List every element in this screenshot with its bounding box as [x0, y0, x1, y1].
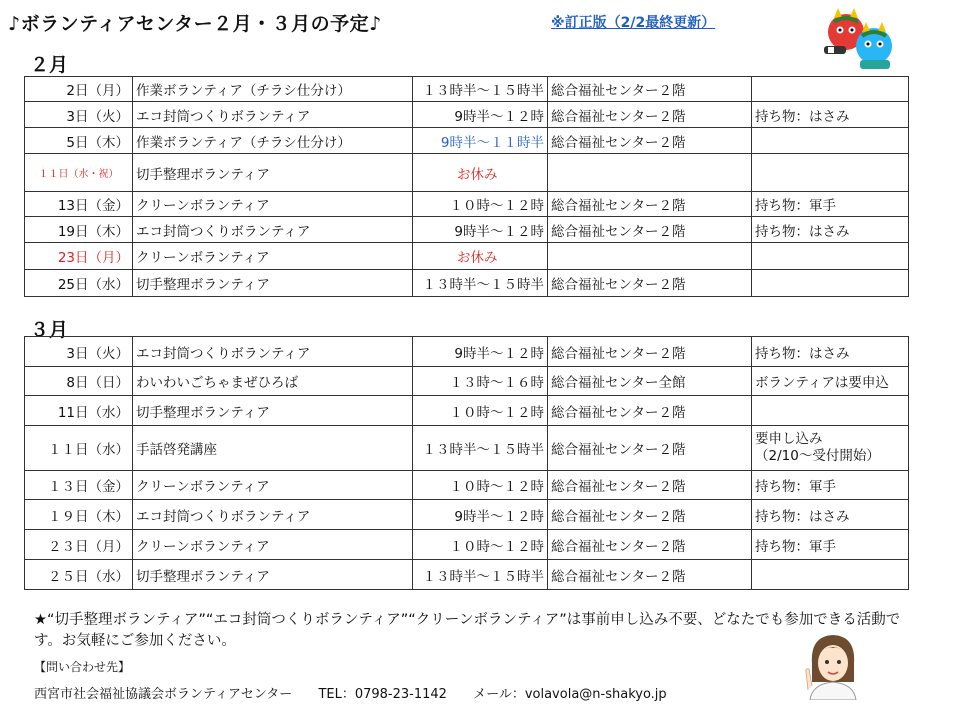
time-cell: 9時半～１１時半	[413, 128, 548, 154]
activity-cell: 切手整理ボランティア	[133, 396, 413, 426]
date-cell: １１日（水・祝）	[25, 154, 133, 192]
activity-cell: エコ封筒つくりボランティア	[133, 102, 413, 128]
note-cell	[752, 243, 909, 270]
note-cell: 持ち物：はさみ	[752, 102, 909, 128]
activity-cell: クリーンボランティア	[133, 192, 413, 217]
table-row	[25, 192, 909, 217]
time-cell: 9時半～１２時	[413, 102, 548, 128]
time-cell: １０時～１２時	[413, 192, 548, 217]
table-row	[25, 530, 909, 560]
table-row	[25, 102, 909, 128]
note-cell	[752, 560, 909, 590]
date-cell: １９日（木）	[25, 500, 133, 530]
date-cell: １１日（水）	[25, 426, 133, 471]
email[interactable]: メール：volavola@n-shakyo.jp	[473, 687, 667, 702]
table-row	[25, 367, 909, 396]
time-cell: お休み	[413, 243, 548, 270]
contact-heading: 【問い合わせ先】	[34, 660, 131, 674]
organization-name: 西宮市社会福祉協議会ボランティアセンター	[34, 687, 293, 702]
place-cell: 総合福祉センター２階	[548, 426, 752, 471]
page-title: ♪ボランティアセンター２月・３月の予定♪	[8, 13, 382, 35]
time-cell: お休み	[413, 154, 548, 192]
table-row	[25, 243, 909, 270]
place-cell: 総合福祉センター２階	[548, 77, 752, 102]
time-cell: １３時半～１５時半	[413, 77, 548, 102]
note-cell	[752, 154, 909, 192]
table-row	[25, 471, 909, 500]
table-row	[25, 270, 909, 297]
note-cell: 持ち物：軍手	[752, 471, 909, 500]
note-cell: 持ち物：軍手	[752, 192, 909, 217]
note-cell: 持ち物：はさみ	[752, 337, 909, 367]
note-cell	[752, 77, 909, 102]
time-cell: １３時半～１５時半	[413, 560, 548, 590]
time-cell: １３時半～１５時半	[413, 270, 548, 297]
place-cell: 総合福祉センター２階	[548, 337, 752, 367]
february-heading: ２月	[30, 54, 69, 76]
activity-cell: エコ封筒つくりボランティア	[133, 337, 413, 367]
time-cell: 9時半～１２時	[413, 500, 548, 530]
activity-cell: クリーンボランティア	[133, 471, 413, 500]
date-cell: 23日（月）	[25, 243, 133, 270]
march-schedule-table	[24, 336, 909, 590]
date-cell: １３日（金）	[25, 471, 133, 500]
activity-cell: 切手整理ボランティア	[133, 270, 413, 297]
note-cell: 持ち物：はさみ	[752, 217, 909, 243]
date-cell: 3日（火）	[25, 337, 133, 367]
time-cell: １３時～１６時	[413, 367, 548, 396]
time-cell: １３時半～１５時半	[413, 426, 548, 471]
date-cell: 11日（水）	[25, 396, 133, 426]
activity-cell: クリーンボランティア	[133, 530, 413, 560]
contact-line	[34, 683, 687, 702]
note-cell	[752, 128, 909, 154]
note-cell	[752, 396, 909, 426]
place-cell	[548, 243, 752, 270]
time-cell: １０時～１２時	[413, 396, 548, 426]
date-cell: ２３日（月）	[25, 530, 133, 560]
place-cell: 総合福祉センター２階	[548, 396, 752, 426]
table-row	[25, 426, 909, 471]
date-cell: 3日（火）	[25, 102, 133, 128]
time-cell: 9時半～１２時	[413, 337, 548, 367]
table-row	[25, 560, 909, 590]
table-row	[25, 396, 909, 426]
date-cell: 19日（木）	[25, 217, 133, 243]
table-row	[25, 337, 909, 367]
place-cell	[548, 154, 752, 192]
time-cell: １０時～１２時	[413, 471, 548, 500]
activity-cell: 切手整理ボランティア	[133, 560, 413, 590]
activity-cell: クリーンボランティア	[133, 243, 413, 270]
correction-link[interactable]: ※訂正版（2/2最終更新）	[551, 15, 716, 31]
date-cell: 5日（木）	[25, 128, 133, 154]
activity-cell: 作業ボランティア（チラシ仕分け）	[133, 128, 413, 154]
note-cell: 持ち物：軍手	[752, 530, 909, 560]
place-cell: 総合福祉センター２階	[548, 192, 752, 217]
activity-cell: 作業ボランティア（チラシ仕分け）	[133, 77, 413, 102]
place-cell: 総合福祉センター２階	[548, 128, 752, 154]
note-cell: 持ち物：はさみ	[752, 500, 909, 530]
place-cell: 総合福祉センター２階	[548, 500, 752, 530]
note-line: 要申し込み	[755, 431, 823, 447]
time-cell: １０時～１２時	[413, 530, 548, 560]
date-cell: 25日（水）	[25, 270, 133, 297]
february-schedule-table	[24, 76, 909, 297]
footer-note: ★“切手整理ボランティア”“エコ封筒つくりボランティア”“クリーンボランティア”は事前申し込み不要、どなたでも参加できる活動です。お気軽にご参加ください。	[34, 612, 901, 649]
table-row	[25, 500, 909, 530]
place-cell: 総合福祉センター２階	[548, 560, 752, 590]
activity-cell: 手話啓発講座	[133, 426, 413, 471]
place-cell: 総合福祉センター２階	[548, 102, 752, 128]
table-row	[25, 217, 909, 243]
activity-cell: エコ封筒つくりボランティア	[133, 500, 413, 530]
table-row	[25, 128, 909, 154]
activity-cell: エコ封筒つくりボランティア	[133, 217, 413, 243]
note-line: （2/10～受付開始）	[755, 448, 880, 464]
march-heading: ３月	[30, 319, 69, 341]
oni-mascots-illustration	[816, 8, 898, 70]
date-cell: 13日（金）	[25, 192, 133, 217]
note-cell	[752, 426, 909, 471]
place-cell: 総合福祉センター２階	[548, 217, 752, 243]
place-cell: 総合福祉センター２階	[548, 471, 752, 500]
table-row	[25, 77, 909, 102]
place-cell: 総合福祉センター２階	[548, 270, 752, 297]
place-cell: 総合福祉センター全館	[548, 367, 752, 396]
telephone: TEL：0798-23-1142	[318, 687, 447, 702]
date-cell: 8日（日）	[25, 367, 133, 396]
time-cell: 9時半～１２時	[413, 217, 548, 243]
woman-pointing-illustration	[800, 630, 866, 700]
activity-cell: 切手整理ボランティア	[133, 154, 413, 192]
date-cell: ２５日（水）	[25, 560, 133, 590]
activity-cell: わいわいごちゃまぜひろば	[133, 367, 413, 396]
date-cell: 2日（月）	[25, 77, 133, 102]
note-cell: ボランティアは要申込	[752, 367, 909, 396]
note-cell	[752, 270, 909, 297]
table-row	[25, 154, 909, 192]
place-cell: 総合福祉センター２階	[548, 530, 752, 560]
